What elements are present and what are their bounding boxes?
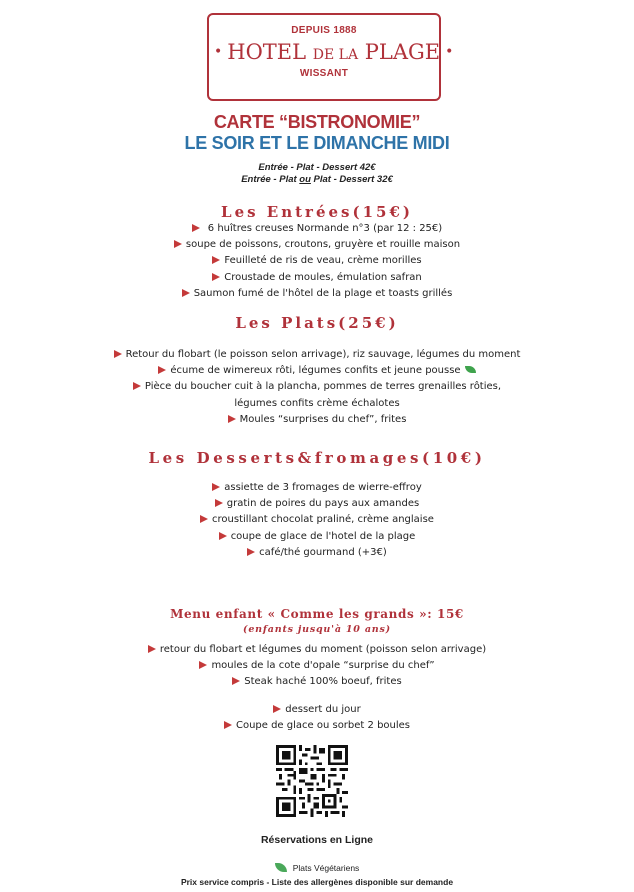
section-plats-title: Les Plats(25€): [235, 314, 399, 332]
list-item: [0, 674, 634, 690]
leaf-icon: [275, 863, 287, 872]
arrow-icon: [133, 382, 141, 390]
arrow-icon: [148, 645, 156, 653]
list-item: [0, 702, 634, 718]
item-label: Retour du flobart (le poisson selon arrivage), riz sauvage, légumes du moment: [125, 349, 521, 360]
item-label: assiette de 3 fromages de wierre-effroy: [224, 482, 422, 493]
formula-32-ou: ou: [299, 174, 311, 185]
leaf-icon: [465, 366, 476, 373]
logo-name: [209, 40, 454, 64]
item-label: Feuilleté de ris de veau, crème morilles: [224, 255, 422, 267]
carte-title: CARTE “BISTRONOMIE”: [213, 112, 421, 132]
list-item: [0, 347, 634, 363]
list-item: [0, 642, 634, 658]
arrow-icon: [192, 224, 200, 232]
list-item: [0, 496, 634, 512]
arrow-icon: [114, 350, 122, 358]
arrow-icon: [224, 721, 232, 729]
item-label: Coupe de glace ou sorbet 2 boules: [235, 720, 411, 732]
item-label: Croustade de moules, émulation safran: [224, 271, 422, 283]
item-label: 6 huîtres creuses Normande n°3 (par 12 : 25€): [207, 223, 443, 234]
arrow-icon: [212, 273, 220, 281]
logo-since: DEPUIS 1888: [291, 25, 357, 36]
item-label: Moules “surprises du chef”, frites: [239, 413, 407, 425]
item-label: café/thé gourmand (+3€): [259, 546, 387, 558]
arrow-icon: [232, 677, 240, 685]
kids-mains-list: [0, 642, 634, 691]
list-item: [0, 270, 634, 286]
item-label: gratin de poires du pays aux amandes: [226, 498, 420, 510]
list-item: [0, 286, 634, 302]
item-label: soupe de poissons, croutons, gruyère et rouille maison: [185, 239, 461, 251]
arrow-icon: [182, 289, 190, 297]
arrow-icon: [212, 483, 220, 491]
footer-note: Prix service compris - Liste des allergènes disponible sur demande: [180, 877, 454, 887]
arrow-icon: [247, 548, 255, 556]
list-item: [0, 412, 634, 428]
list-item: [0, 658, 634, 674]
kids-menu-title: Menu enfant « Comme les grands »: 15€: [170, 607, 464, 621]
list-item: [0, 221, 634, 237]
list-item: [0, 480, 634, 496]
logo-dot-left: •: [214, 44, 223, 60]
reservations-link[interactable]: Réservations en Ligne: [260, 834, 374, 846]
item-label: Saumon fumé de l'hôtel de la plage et toasts grillés: [193, 287, 453, 299]
list-item: [0, 253, 634, 269]
item-label: Pièce du boucher cuit à la plancha, pommes de terres grenailles rôties,: [144, 381, 502, 393]
vegetarian-legend: [0, 863, 634, 873]
list-item: [0, 529, 634, 545]
arrow-icon: [228, 415, 236, 423]
list-item: [0, 512, 634, 528]
list-item: [0, 379, 634, 395]
item-label: croustillant chocolat praliné, crème anglaise: [212, 514, 434, 526]
logo-plage: PLAGE: [364, 40, 441, 64]
logo-de-la: DE LA: [312, 47, 359, 63]
item-label: coupe de glace de l'hotel de la plage: [230, 530, 416, 542]
formula-42: Entrée - Plat - Dessert 42€: [258, 162, 376, 173]
logo-dot-right: •: [445, 44, 454, 60]
hotel-logo: [207, 13, 454, 101]
arrow-icon: [174, 240, 182, 248]
item-label: légumes confits crème échalotes: [234, 397, 400, 409]
logo-town: WISSANT: [299, 68, 349, 79]
list-item: [0, 545, 634, 561]
plats-list: [0, 347, 634, 428]
carte-subtitle: LE SOIR ET LE DIMANCHE MIDI: [184, 133, 450, 153]
formula-32-part2: Plat - Dessert 32€: [310, 174, 393, 185]
arrow-icon: [158, 366, 166, 374]
formula-32-part1: Entrée - Plat: [241, 174, 300, 185]
arrow-icon: [219, 532, 227, 540]
section-desserts-title: Les Desserts&fromages(10€): [148, 449, 486, 467]
item-label: retour du flobart et légumes du moment (poisson selon arrivage): [159, 644, 487, 655]
list-item: [0, 363, 634, 379]
item-label: écume de wimereux rôti, légumes confits et jeune pousse: [170, 365, 461, 377]
desserts-list: [0, 480, 634, 561]
arrow-icon: [273, 705, 281, 713]
item-label: Steak haché 100% boeuf, frites: [244, 676, 402, 688]
qr-code[interactable]: [276, 745, 348, 817]
item-label: dessert du jour: [285, 704, 361, 715]
kids-desserts-list: [0, 702, 634, 734]
formula-32: [0, 174, 634, 185]
item-label: moules de la cote d'opale “surprise du chef”: [211, 660, 435, 672]
logo-hotel: HOTEL: [227, 40, 307, 64]
list-item: [0, 718, 634, 734]
list-item: [0, 237, 634, 253]
arrow-icon: [200, 515, 208, 523]
entrees-list: [0, 221, 634, 302]
arrow-icon: [215, 499, 223, 507]
vegetarian-label: Plats Végétariens: [292, 863, 360, 873]
arrow-icon: [199, 661, 207, 669]
kids-menu-subtitle: (enfants jusqu'à 10 ans): [243, 624, 391, 635]
section-entrees-title: Les Entrées(15€): [221, 203, 413, 221]
arrow-icon: [212, 256, 220, 264]
list-item-continuation: [0, 396, 634, 412]
